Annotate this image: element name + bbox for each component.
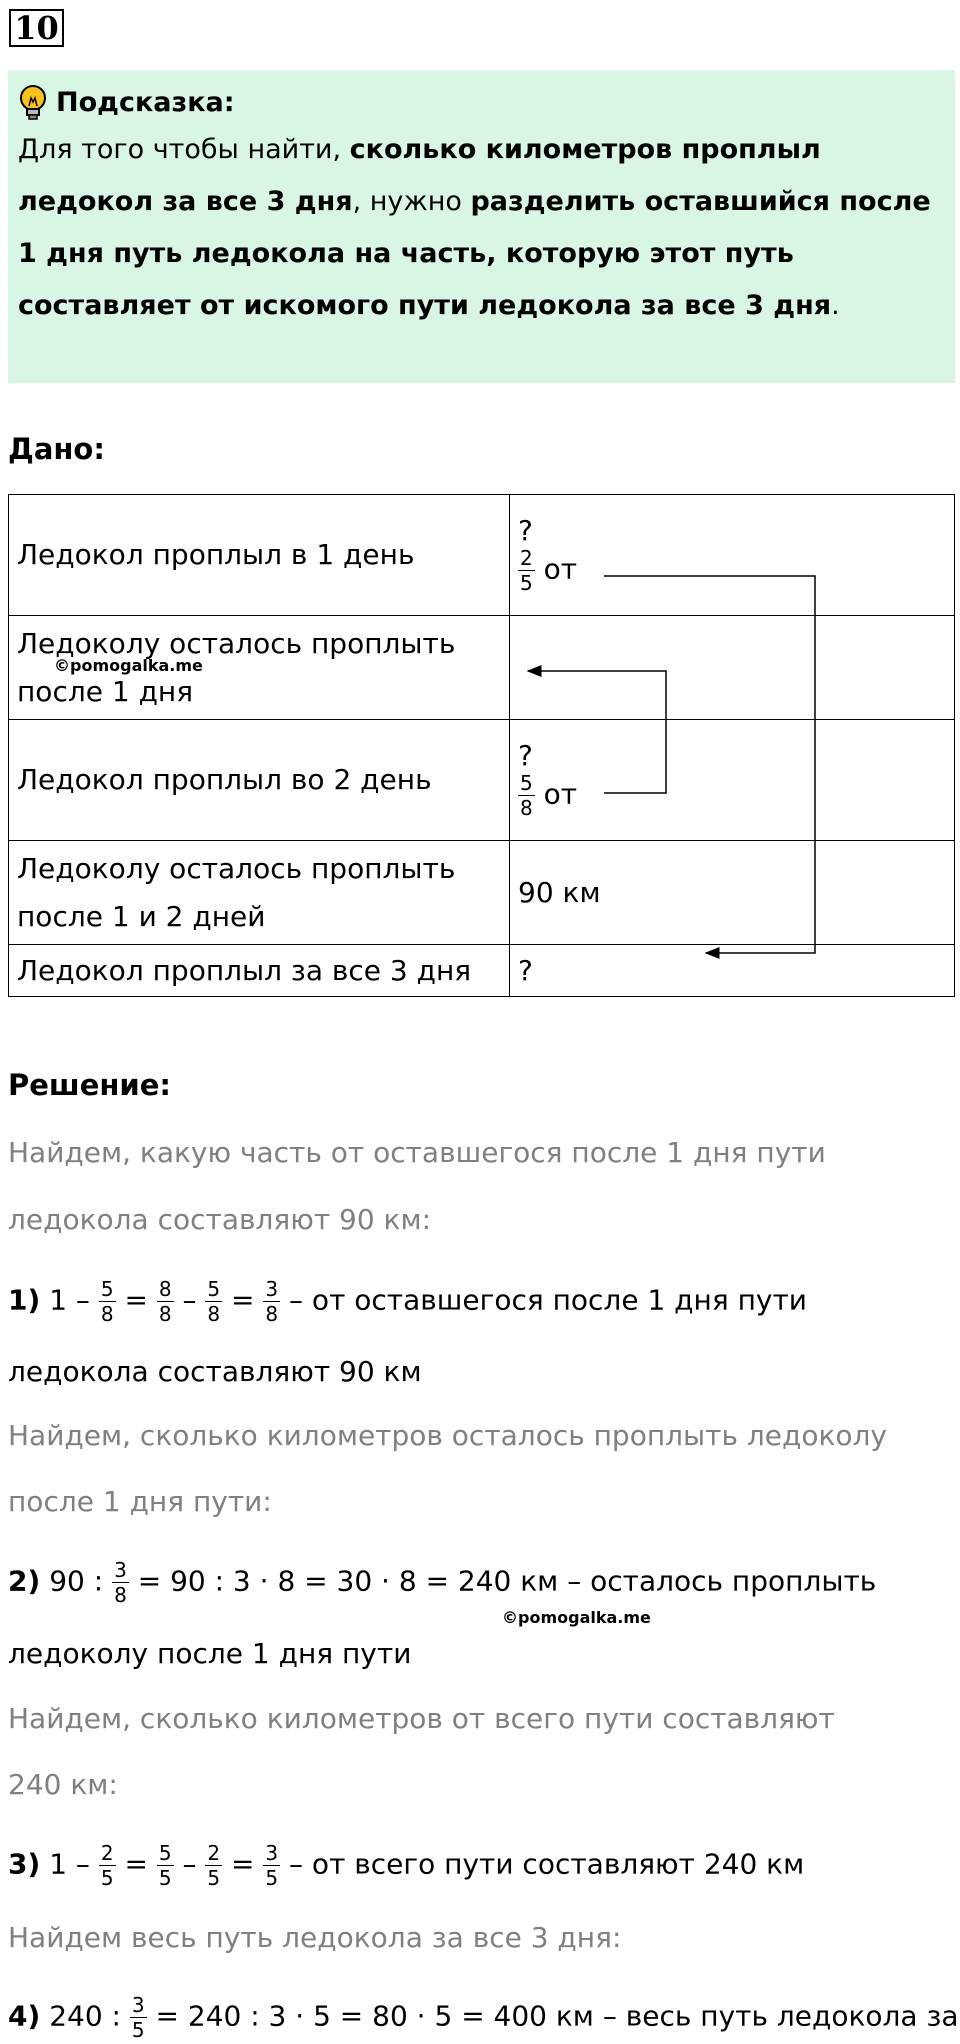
row-label: Ледокол проплыл в 1 день — [9, 495, 510, 616]
solution-text: ледоколу после 1 дня пути — [8, 1637, 412, 1670]
row-label: Ледокол проплыл за все 3 дня — [9, 945, 510, 997]
solution-text: ледокола составляют 90 км — [8, 1355, 422, 1388]
fraction-num: 3 — [265, 1841, 279, 1865]
math-text: = — [231, 1847, 255, 1881]
solution-text: 240 км: — [8, 1768, 118, 1801]
fraction-num: 5 — [100, 1277, 114, 1301]
arrow-line — [604, 576, 815, 953]
hint-title-text: Подсказка: — [56, 87, 235, 118]
fraction-num: 5 — [207, 1277, 221, 1301]
fraction — [99, 1841, 116, 1890]
fraction-den: 8 — [265, 1302, 279, 1326]
solution-text: Найдем, сколько километров осталось проплыть ледоколу — [8, 1419, 887, 1452]
step-4 — [8, 1993, 959, 2042]
step-2 — [8, 1558, 876, 1607]
step-1 — [8, 1277, 807, 1326]
fraction-num: 5 — [158, 1841, 172, 1865]
row-label: Ледокол проплыл во 2 день — [9, 720, 510, 841]
step-number: 3) — [8, 1847, 41, 1881]
fraction — [112, 1558, 129, 1607]
fraction-num: 2 — [520, 545, 533, 570]
fraction-den: 8 — [520, 795, 533, 820]
arrow-line — [528, 671, 666, 793]
given-title: Дано: — [8, 432, 105, 466]
row-value: 90 км — [510, 841, 955, 945]
math-text: = — [124, 1283, 148, 1317]
math-text: – — [182, 1847, 197, 1881]
fraction-den: 8 — [207, 1302, 221, 1326]
solution-title: Решение: — [8, 1068, 172, 1102]
fraction — [157, 1841, 174, 1890]
fraction-den: 8 — [114, 1583, 127, 1607]
step-number: 1) — [8, 1283, 41, 1317]
fraction — [205, 1277, 222, 1326]
watermark: ©pomogalka.me — [54, 656, 203, 675]
fraction-num: 2 — [100, 1841, 114, 1865]
question-mark: ? — [518, 738, 533, 772]
solution-text: Найдем, какую часть от оставшегося после 1 дня пути — [8, 1136, 826, 1169]
fraction — [263, 1277, 280, 1326]
solution-text: после 1 дня пути: — [8, 1485, 272, 1518]
hint-text-part: Для того чтобы найти, — [18, 134, 350, 165]
math-text: – — [182, 1283, 197, 1317]
fraction-den: 5 — [100, 1866, 114, 1890]
fraction-den: 5 — [265, 1866, 279, 1890]
hint-text-part: , нужно — [352, 186, 471, 217]
fraction-num: 3 — [114, 1558, 127, 1582]
math-text: = 240 : 3 · 5 = 80 · 5 = 400 км – весь путь ледокола за — [155, 1999, 959, 2033]
fraction-den: 8 — [100, 1302, 114, 1326]
fraction — [130, 1993, 147, 2042]
math-text: = — [231, 1283, 255, 1317]
solution-text: Найдем, сколько километров от всего пути составляют — [8, 1702, 835, 1735]
fraction-num: 3 — [265, 1277, 279, 1301]
fraction — [99, 1277, 116, 1326]
fraction-den: 8 — [158, 1302, 172, 1326]
math-text: 1 – — [49, 1847, 90, 1881]
hint-bold-part: разделить оставшийся после 1 дня путь ледокола на часть, которую этот путь составляет от искомого пути ледокола за все 3 дня — [18, 186, 931, 321]
fraction — [205, 1841, 222, 1890]
fraction-den: 5 — [158, 1866, 172, 1890]
math-text: 90 : — [49, 1564, 104, 1598]
fraction-den: 5 — [131, 2018, 145, 2042]
math-text: 1 – — [49, 1283, 90, 1317]
fraction — [157, 1277, 174, 1326]
fraction-num: 2 — [207, 1841, 221, 1865]
hint-text-part: . — [831, 290, 840, 321]
fraction — [263, 1841, 280, 1890]
of-label: от — [543, 777, 578, 810]
math-text: 240 : — [49, 1999, 121, 2033]
math-text: – от всего пути составляют 240 км — [289, 1847, 805, 1881]
math-text: – от оставшегося после 1 дня пути — [289, 1283, 807, 1317]
hint-bold-part: сколько километров проплыл ледокол за все 3 дня — [18, 134, 821, 217]
fraction-num: 5 — [520, 770, 533, 795]
question-mark: ? — [518, 513, 533, 547]
step-number: 4) — [8, 1999, 41, 2033]
row-label: Ледоколу осталось проплыть после 1 и 2 дней — [9, 841, 510, 945]
solution-text: Найдем весь путь ледокола за все 3 дня: — [8, 1921, 622, 1954]
math-text: = — [124, 1847, 148, 1881]
math-text: = 90 : 3 · 8 = 30 · 8 = 240 км – осталось проплыть — [137, 1564, 877, 1598]
fraction-den: 5 — [520, 570, 533, 595]
task-number: 10 — [9, 9, 64, 47]
step-3 — [8, 1841, 804, 1890]
fraction-den: 5 — [207, 1866, 221, 1890]
watermark: ©pomogalka.me — [502, 1608, 651, 1627]
fraction-num: 8 — [158, 1277, 172, 1301]
fraction-num: 3 — [131, 1993, 145, 2017]
solution-text: ледокола составляют 90 км: — [8, 1203, 432, 1236]
row-label: Ледоколу осталось проплыть после 1 дня — [9, 616, 510, 720]
row-value: ? — [510, 945, 955, 997]
step-number: 2) — [8, 1564, 41, 1598]
of-label: от — [543, 552, 578, 585]
